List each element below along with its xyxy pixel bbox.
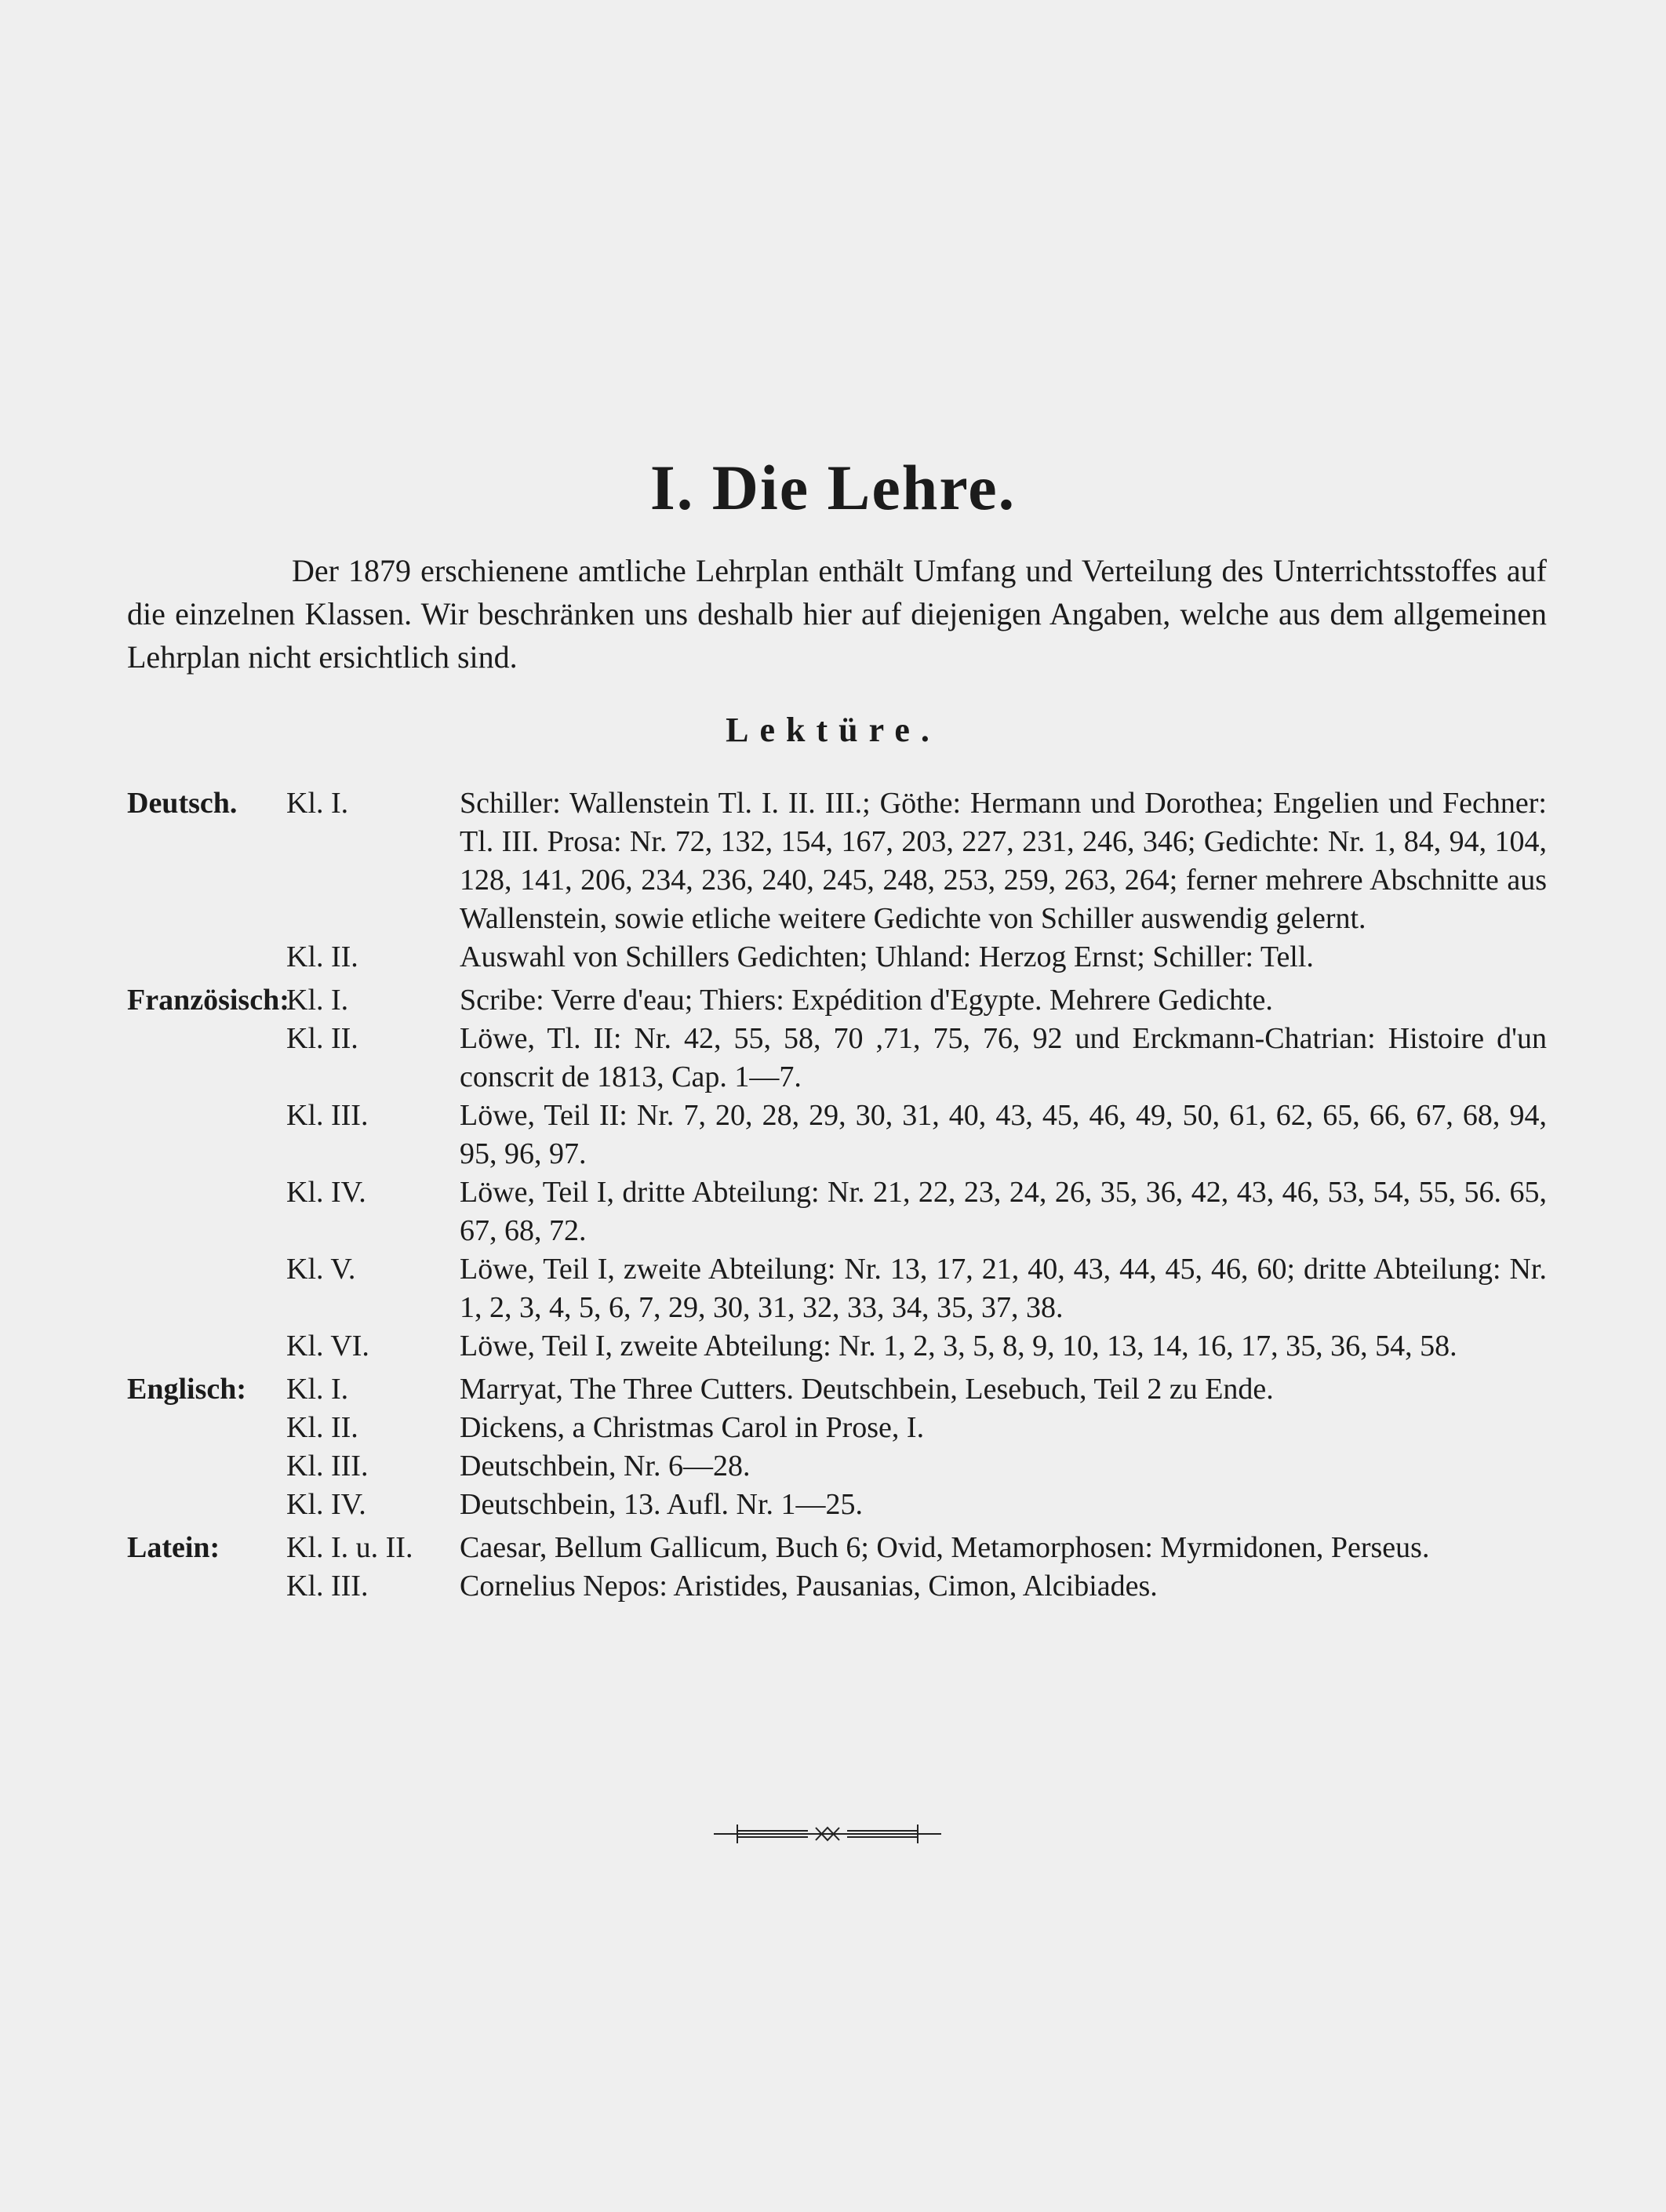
list-item: [127, 1529, 1547, 1567]
entry-text: Schiller: Wallenstein Tl. I. II. III.; Göthe: Hermann und Dorothea; Engelien und Fechner: Tl. III. Prosa: Nr. 72, 132, 154, 167, 203, 227, 231, 246, 346; Gedichte: Nr. 1, 84, 94, 104, 128, 141, 206, 234, 236, 240, 245, 248, 253, 259, 263, 264; ferner mehrere Abschnitte aus Wallenstein, sowie etliche weitere Gedichte von Schiller auswendig gelernt.: [460, 787, 1547, 935]
entry-subject: [127, 1409, 286, 1447]
entry-text: Löwe, Teil II: Nr. 7, 20, 28, 29, 30, 31, 40, 43, 45, 46, 49, 50, 61, 62, 65, 66, 67, 68, 94, 95, 96, 97.: [460, 1099, 1547, 1170]
page-title: I. Die Lehre.: [649, 452, 1017, 523]
entry-subject: [127, 1020, 286, 1097]
list-item: [127, 938, 1547, 977]
list-item: [127, 1327, 1547, 1366]
entry-class: Kl. II.: [286, 1411, 358, 1444]
entry-subject: [127, 1486, 286, 1524]
entry-subject: [127, 1173, 286, 1250]
entry-text: Löwe, Teil I, zweite Abteilung: Nr. 13, 17, 21, 40, 43, 44, 45, 46, 60; dritte Abteilung: Nr. 1, 2, 3, 4, 5, 6, 7, 29, 30, 31, 32, 33, 34, 35, 37, 38.: [460, 1253, 1547, 1324]
list-item: [127, 784, 1547, 938]
entry-subject: [127, 1250, 286, 1327]
entry-class: Kl. II.: [286, 1022, 358, 1055]
entry-text: Cornelius Nepos: Aristides, Pausanias, Cimon, Alcibiades.: [460, 1570, 1158, 1603]
entry-subject: [127, 1447, 286, 1486]
list-item: [127, 1020, 1547, 1097]
entry-subject: Französisch:: [127, 984, 289, 1017]
entry-class: Kl. III.: [286, 1450, 369, 1483]
entry-class: Kl. IV.: [286, 1488, 366, 1521]
entry-subject: [127, 1567, 286, 1606]
entry-class: Kl. I. u. II.: [286, 1531, 413, 1564]
entry-subject: Latein:: [127, 1531, 220, 1564]
entry-class: Kl. IV.: [286, 1176, 366, 1209]
entry-text: Löwe, Tl. II: Nr. 42, 55, 58, 70 ,71, 75, 76, 92 und Erckmann-Chatrian: Histoire d'un conscrit de 1813, Cap. 1—7.: [460, 1022, 1547, 1093]
intro-paragraph: Der 1879 erschienene amtliche Lehrplan enthält Umfang und Verteilung des Unterrichtsstoffes auf die einzelnen Klassen. Wir beschränken uns deshalb hier auf diejenigen Angaben, welche aus dem allgemeinen Lehrplan nicht ersichtlich sind.: [127, 553, 1547, 675]
entry-text: Löwe, Teil I, dritte Abteilung: Nr. 21, 22, 23, 24, 26, 35, 36, 42, 43, 46, 53, 54, 55, 56. 65, 67, 68, 72.: [460, 1176, 1547, 1247]
entry-text: Caesar, Bellum Gallicum, Buch 6; Ovid, Metamorphosen: Myrmidonen, Perseus.: [460, 1531, 1430, 1564]
entry-text: Marryat, The Three Cutters. Deutschbein, Lesebuch, Teil 2 zu Ende.: [460, 1373, 1274, 1406]
list-item: [127, 1173, 1547, 1250]
entry-subject: [127, 938, 286, 977]
list-item: [127, 1370, 1547, 1409]
list-item: [127, 1250, 1547, 1327]
entry-text: Auswahl von Schillers Gedichten; Uhland: Herzog Ernst; Schiller: Tell.: [460, 940, 1314, 973]
list-item: [127, 1447, 1547, 1486]
list-item: [127, 1567, 1547, 1606]
reading-list: [127, 784, 1547, 1606]
entry-subject: Deutsch.: [127, 787, 238, 820]
entry-class: Kl. III.: [286, 1099, 369, 1132]
list-item: [127, 1486, 1547, 1524]
entry-class: Kl. V.: [286, 1253, 356, 1286]
entry-text: Deutschbein, Nr. 6—28.: [460, 1450, 751, 1483]
entry-text: Deutschbein, 13. Aufl. Nr. 1—25.: [460, 1488, 864, 1521]
entry-class: Kl. III.: [286, 1570, 369, 1603]
entry-class: Kl. I.: [286, 1373, 349, 1406]
entry-text: Löwe, Teil I, zweite Abteilung: Nr. 1, 2, 3, 5, 8, 9, 10, 13, 14, 16, 17, 35, 36, 54, 58.: [460, 1330, 1457, 1362]
entry-class: Kl. I.: [286, 984, 349, 1017]
entry-subject: Englisch:: [127, 1373, 247, 1406]
list-item: [127, 981, 1547, 1020]
entry-subject: [127, 1097, 286, 1173]
list-item: [127, 1409, 1547, 1447]
ornament-divider: [706, 1818, 949, 1850]
section-heading: Lektüre.: [726, 711, 940, 749]
entry-text: Scribe: Verre d'eau; Thiers: Expédition d'Egypte. Mehrere Gedichte.: [460, 984, 1273, 1017]
entry-class: Kl. I.: [286, 787, 349, 820]
entry-subject: [127, 1327, 286, 1366]
list-item: [127, 1097, 1547, 1173]
entry-class: Kl. VI.: [286, 1330, 369, 1362]
entry-class: Kl. II.: [286, 940, 358, 973]
entry-text: Dickens, a Christmas Carol in Prose, I.: [460, 1411, 925, 1444]
